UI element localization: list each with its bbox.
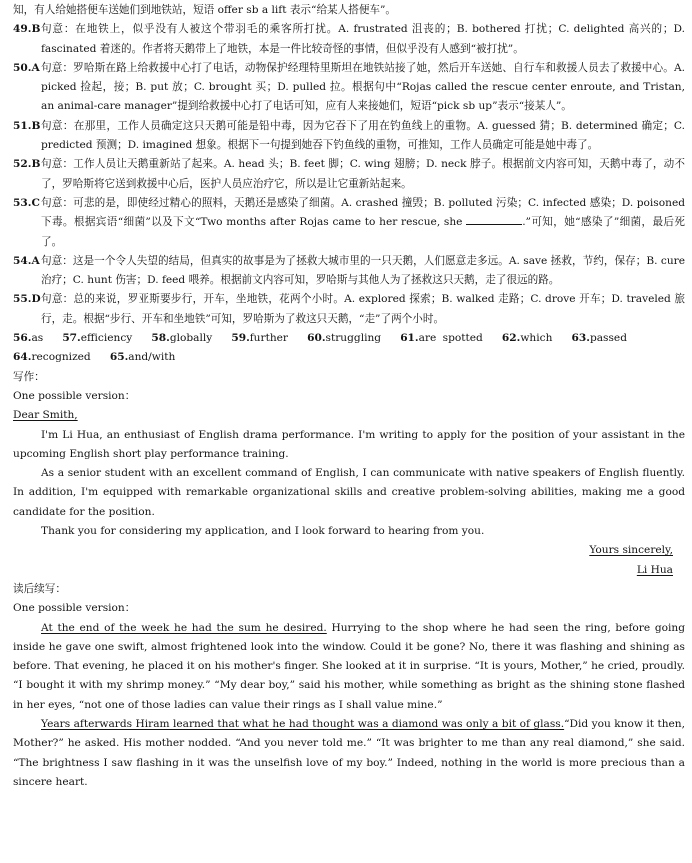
letter-signature: Li Hua <box>636 563 673 576</box>
writing-section <box>13 368 685 580</box>
letter-closing: Yours sincerely, <box>589 544 673 557</box>
question-number: 49.B <box>13 23 41 36</box>
fill-answer: 63.passed <box>571 332 627 345</box>
fill-answer: 65.and/with <box>109 351 176 364</box>
fill-answer: 62.which <box>501 332 553 345</box>
question-52 <box>13 155 685 194</box>
continuation-section <box>13 580 685 792</box>
question-number: 54.A <box>13 254 40 267</box>
fill-answer: 61.are spotted <box>400 332 483 345</box>
question-53 <box>13 194 685 252</box>
continuation-paragraph-1: At the end of the week he had the sum he desired. Hurrying to the shop where he had seen the ring, before going inside he gave one swift, almost frightened look into the window. Could it be gone? No, there it was flashing and shining as before. That evening, he placed it on his mother's finger. She looked at it in surprise. “It is yours, Mother,” he cried, proudly. “I bought it with my shrimp money.” “My dear boy,” said his mother, while something as bright as the shining stone flashed in her eyes, “not one of those ladies can value their rings as I shall value mine.” <box>13 621 685 711</box>
letter-paragraph-3: Thank you for considering my application, and I look forward to hearing from you. <box>41 525 485 538</box>
question-explanation: 句意：在地铁上，似乎没有人被这个带羽毛的乘客所打扰。A. frustrated 沮丧的；B. bothered 打扰；C. delighted 高兴的；D. fascinated 着迷的。作者将天鹅带上了地铁，本是一件比较奇怪的事情，但似乎没有人感到“被打扰”。 <box>41 23 685 55</box>
version-label: One possible version： <box>13 602 136 615</box>
question-number: 50.A <box>13 61 40 74</box>
question-explanation: 句意：总的来说，罗亚斯要步行，开车，坐地铁，花两个小时。A. explored 探索；B. walked 走路；C. drove 开车；D. traveled 旅行，走。根据“步行、开车和坐地铁”可知，罗哈斯为了救这只天鹅，“走”了两个小时。 <box>41 293 685 325</box>
letter-paragraph-1: I'm Li Hua, an enthusiast of English drama performance. I'm writing to apply for the position of your assistant in the upcoming English short play performance training. <box>13 428 685 460</box>
continuation-paragraph-2: Years afterwards Hiram learned that what he had thought was a diamond was only a bit of glass.“Did you know it then, Mother?” he asked. His mother nodded. “And you never told me.” “It was brighter to me than any real diamond,” she said. “The brightness I saw flashing in it was the unselfish love of my boy.” Indeed, nothing in the world is more precious than a sincere heart. <box>13 717 685 788</box>
grammar-fill-answers <box>13 329 685 368</box>
question-explanation: 句意：这是一个令人失望的结局，但真实的故事是为了拯救大城市里的一只天鹅，人们愿意走多远。A. save 拯救，节约，保存；B. cure 治疗；C. hunt 伤害；D. feed 喂养。根据前文内容可知，罗哈斯与其他人为了拯救这只天鹅，走了很远的路。 <box>41 254 685 287</box>
question-explanation: 句意：在那里，工作人员确定这只天鹅可能是铅中毒，因为它吞下了用在钓鱼线上的重物。A. guessed 猜；B. determined 确定；C. predicted 预测；D. imagined 想象。根据下一句提到她吞下钓鱼线的重物，可推知，工作人员确定可能是她中毒了。 <box>41 119 685 152</box>
question-55 <box>13 290 685 329</box>
question-54 <box>13 252 685 291</box>
question-number: 53.C <box>13 196 40 209</box>
answer-key-page <box>13 0 685 792</box>
letter-salutation: Dear Smith, <box>13 409 78 422</box>
version-label: One possible version： <box>13 389 136 402</box>
fill-answer: 57.efficiency <box>62 332 133 345</box>
answer-blank <box>466 213 522 225</box>
question-explanation: 句意：可悲的是，即使经过精心的照料，天鹅还是感染了细菌。A. crashed 撞毁；B. polluted 污染；C. infected 感染；D. poisoned 下毒。根据宾语“细菌”以及下文“Two months after Rojas came to her rescue, she .”可知，她“感染了”细菌，最后死了。 <box>41 196 685 248</box>
fill-answer: 60.struggling <box>307 332 382 345</box>
question-51 <box>13 117 685 156</box>
question-number: 55.D <box>13 293 41 306</box>
fill-answer: 56.as <box>13 332 44 345</box>
question-explanation: 句意：工作人员让天鹅重新站了起来。A. head 头；B. feet 脚；C. wing 翅膀；D. neck 脖子。根据前文内容可知，天鹅中毒了，动不了，罗哈斯将它送到救援中心后，医护人员应治疗它，所以是让它重新站起来。 <box>41 158 685 190</box>
question-50 <box>13 59 685 117</box>
fill-answer: 58.globally <box>151 332 213 345</box>
writing-heading: 写作： <box>13 370 45 383</box>
question-explanation: 句意：罗哈斯在路上给救援中心打了电话，动物保护经理特里斯坦在地铁站接了她，然后开车送她、自行车和救援人员去了救援中心。A. picked 捡起，接；B. put 放；C. brought 买；D. pulled 拉。根据句中“Rojas called the rescue center enroute, and Tristan, an animal-care manager”提到给救援中心打了电话可知，应有人来接她们，短语“pick sb up”表示“接某人”。 <box>41 61 685 113</box>
fill-answer: 59.further <box>231 332 288 345</box>
cloze-explanations <box>13 20 685 329</box>
question-49 <box>13 20 685 59</box>
letter-paragraph-2: As a senior student with an excellent command of English, I can communicate with native speakers of English fluently. In addition, I'm equipped with remarkable organizational skills and creative problem-solving abilities, making me a good candidate for the position. <box>13 467 685 518</box>
question-number: 52.B <box>13 158 41 171</box>
question-number: 51.B <box>13 119 41 132</box>
fill-answer: 64.recognized <box>13 351 91 364</box>
lead-text: 知，有人给她搭便车送她们到地铁站，短语 offer sb a lift 表示“给某人搭便车”。 <box>13 4 397 16</box>
continuation-heading: 读后续写： <box>13 582 66 595</box>
